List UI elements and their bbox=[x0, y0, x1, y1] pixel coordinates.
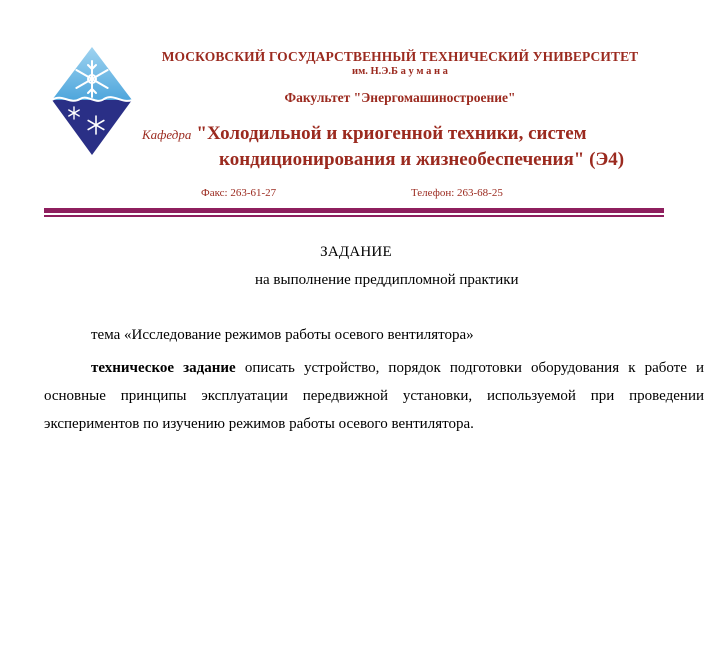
phone-number: Телефон: 263-68-25 bbox=[411, 187, 503, 199]
task-text: описать устройство, порядок подготовки оборудования к работе и основные принципы эксплуатации передвижной установки, используемой при проведении экспериментов по изучению режимов работы осевого вентилятора. bbox=[44, 360, 704, 432]
faculty-name: Факультет "Энергомашиностроение" bbox=[284, 90, 516, 105]
department-name-part-1: "Холодильной и криогенной техники, систем bbox=[196, 123, 587, 144]
header-divider-thin bbox=[44, 215, 664, 217]
task-label: техническое задание bbox=[91, 360, 236, 376]
topic-value: «Исследование режимов работы осевого вентилятора» bbox=[124, 327, 474, 343]
header-divider-thick bbox=[44, 208, 664, 213]
department-line-1 bbox=[142, 123, 587, 145]
fax-number: Факс: 263-61-27 bbox=[201, 187, 277, 199]
document-title: ЗАДАНИЕ bbox=[320, 244, 392, 260]
snowflake-diamond-logo bbox=[52, 47, 132, 159]
technical-task-paragraph bbox=[44, 354, 704, 438]
named-after: им. Н.Э.Б а у м а н а bbox=[352, 66, 448, 77]
document-subtitle: на выполнение преддипломной практики bbox=[255, 272, 519, 288]
topic-line bbox=[91, 327, 474, 344]
department-name-part-2: кондиционирования и жизнеобеспечения" (Э4) bbox=[219, 149, 625, 170]
topic-label: тема bbox=[91, 327, 121, 343]
technical-task bbox=[44, 354, 704, 438]
department-word: Кафедра bbox=[142, 127, 192, 142]
university-name: МОСКОВСКИЙ ГОСУДАРСТВЕННЫЙ ТЕХНИЧЕСКИЙ УНИВЕРСИТЕТ bbox=[161, 49, 639, 64]
